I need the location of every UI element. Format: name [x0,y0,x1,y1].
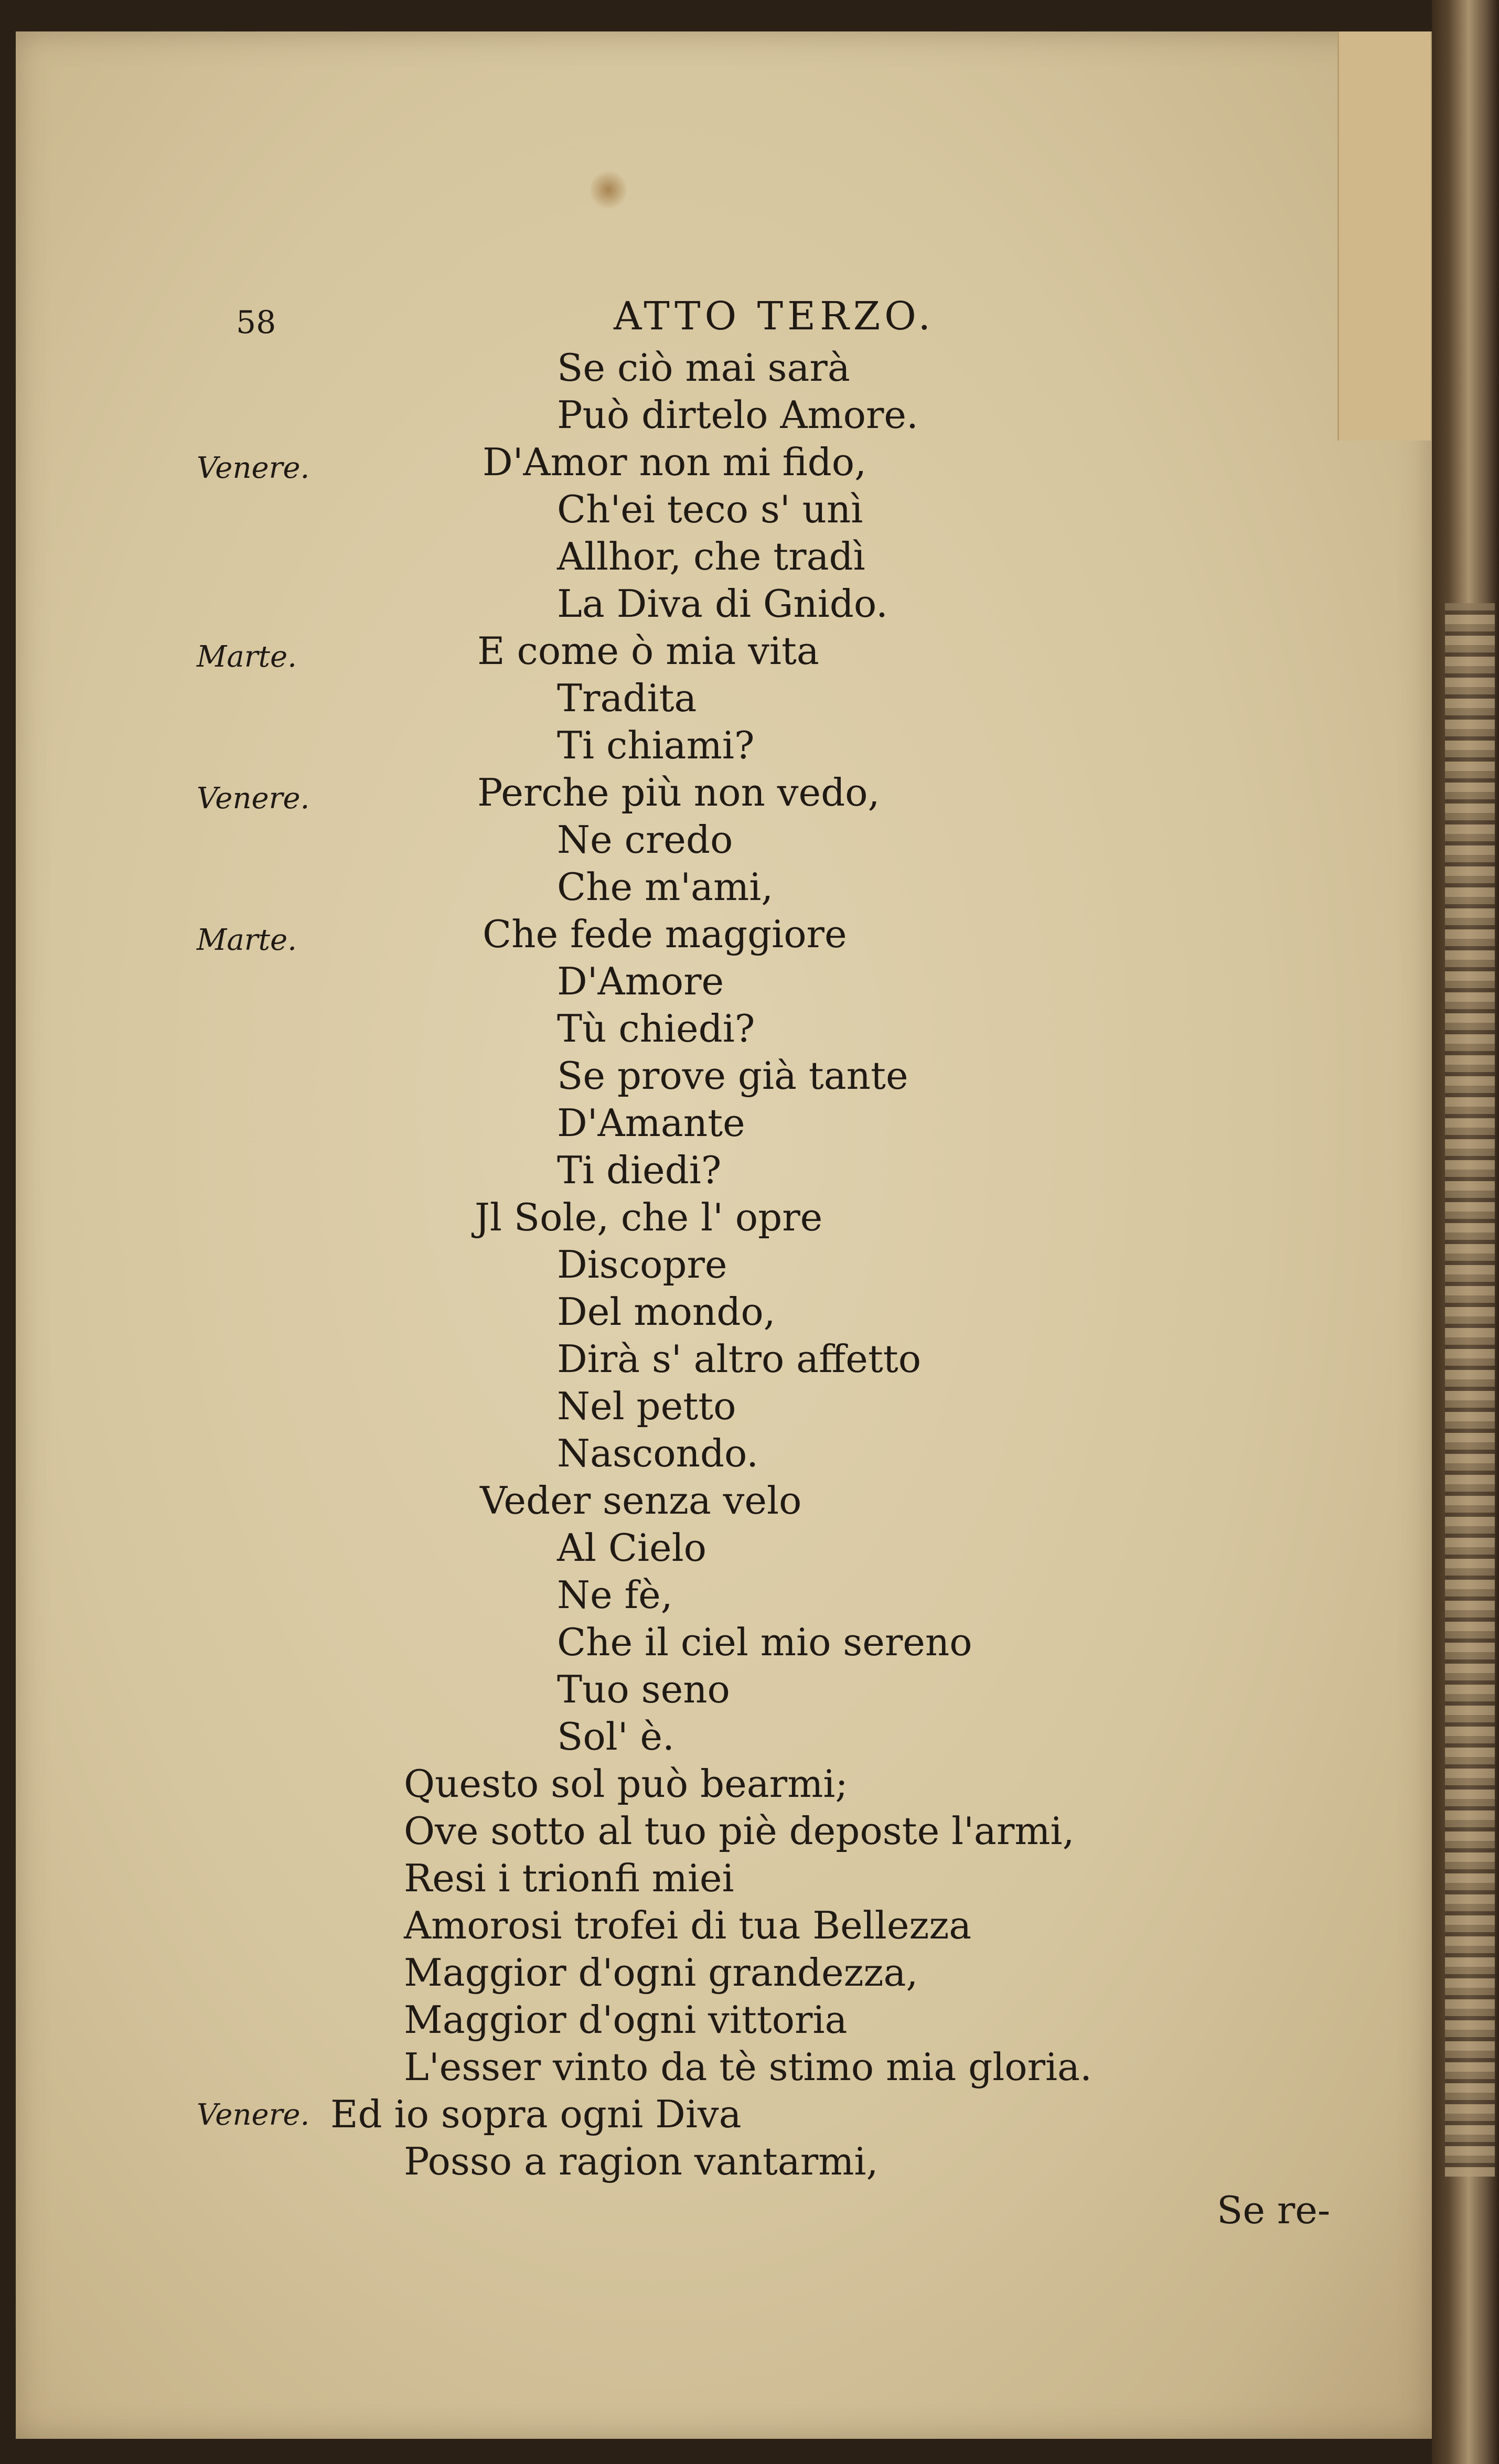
verse-line: Se prove già tante [557,1054,908,1098]
verse-line: Se ciò mai sarà [557,346,850,390]
verse-line: Che fede maggiore [483,912,847,956]
verse-line: Ch'ei teco s' unì [557,487,863,531]
engraved-plate-edge [1445,603,1495,2177]
verse-line: Veder senza velo [480,1479,802,1523]
book-page [16,31,1432,2439]
verse-line: Nel petto [557,1384,736,1428]
verse-line: Che m'ami, [557,865,774,909]
verse-line: Tuo seno [557,1667,730,1711]
speaker-label: Marte. [197,640,297,674]
speaker-label: Venere. [197,781,310,816]
verse-line: La Diva di Gnido. [557,582,888,626]
verse-line: Ed io sopra ogni Diva [330,2092,742,2136]
verse-line: Jl Sole, che l' opre [475,1195,823,1239]
running-header: ATTO TERZO. [614,294,935,339]
verse-line: E come ò mia vita [477,629,819,673]
catchword: Se re- [1217,2188,1331,2232]
verse-line: Maggior d'ogni grandezza, [404,1951,918,1995]
verse-line: Tradita [557,676,697,720]
verse-line: D'Amor non mi fido, [483,440,866,484]
verse-line: Discopre [557,1242,727,1287]
verse-line: L'esser vinto da tè stimo mia gloria. [404,2045,1092,2089]
verse-line: Allhor, che tradì [557,534,865,578]
verse-line: Amorosi trofei di tua Bellezza [404,1903,972,1947]
verse-line: Posso a ragion vantarmi, [404,2139,879,2183]
verse-line: Ti diedi? [557,1148,722,1192]
verse-line: Ne credo [557,818,733,862]
verse-line: Dirà s' altro affetto [557,1337,922,1381]
verse-line: Ne fè, [557,1573,673,1617]
paper-stain [590,169,627,211]
verse-line: Perche più non vedo, [477,770,880,815]
verse-line: Ove sotto al tuo piè deposte l'armi, [404,1809,1075,1853]
page-number: 58 [236,304,276,341]
verse-line: D'Amante [557,1101,745,1145]
paper-tab [1337,31,1431,441]
verse-line: Ti chiami? [557,723,755,767]
speaker-label: Marte. [197,923,297,957]
verse-line: Resi i trionfi miei [404,1856,734,1900]
verse-line: Al Cielo [557,1526,707,1570]
verse-line: Maggior d'ogni vittoria [404,1998,848,2042]
verse-line: Sol' è. [557,1715,674,1759]
verse-line: Tù chiedi? [557,1006,755,1051]
verse-line: D'Amore [557,959,724,1003]
speaker-label: Venere. [197,451,310,485]
verse-line: Del mondo, [557,1290,776,1334]
verse-line: Questo sol può bearmi; [404,1762,848,1806]
speaker-label: Venere. [197,2098,310,2132]
verse-line: Può dirtelo Amore. [557,393,918,437]
verse-line: Che il ciel mio sereno [557,1620,972,1664]
verse-line: Nascondo. [557,1431,758,1475]
